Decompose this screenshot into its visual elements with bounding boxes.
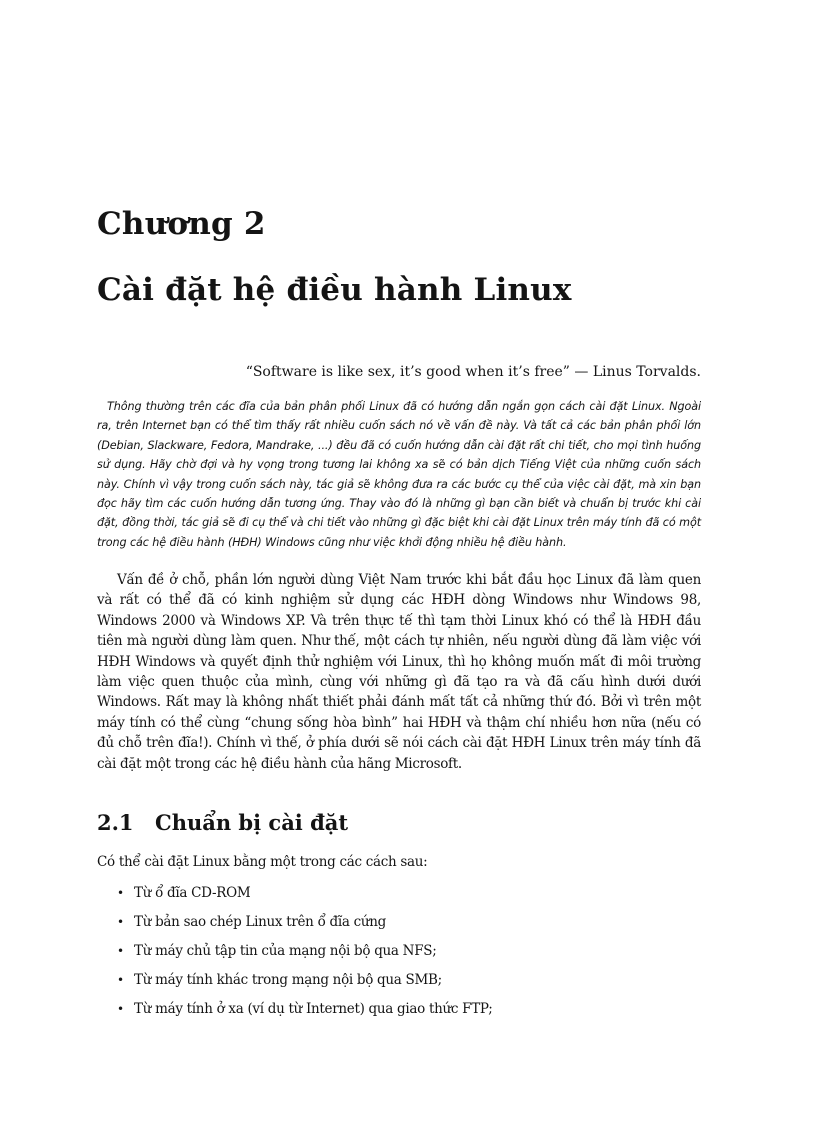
document-page: [97, 0, 701, 1123]
list-item-text: Từ ổ đĩa CD-ROM: [134, 885, 251, 901]
list-item-text: Từ máy chủ tập tin của mạng nội bộ qua NFS;: [134, 943, 437, 959]
body-paragraph: Vấn đề ở chỗ, phần lớn người dùng Việt Nam trước khi bắt đầu học Linux đã làm quen và rất có thể đã có kinh nghiệm sử dụng các HĐH dòng Windows như Windows 98, Windows 2000 và Windows XP. Và trên thực tế thì tạm thời Linux khó có thể là HĐH đầu tiên mà người dùng làm quen. Như thế, một cách tự nhiên, nếu người dùng đã làm việc với HĐH Windows và quyết định thử nghiệm với Linux, thì họ không muốn mất đi môi trường làm việc quen thuộc của mình, cùng với những gì đã tạo ra và đã cấu hình dưới dưới Windows. Rất may là không nhất thiết phải đánh mất tất cả những thứ đó. Bởi vì trên một máy tính có thể cùng “chung sống hòa bình” hai HĐH và thậm chí nhiều hơn nữa (nếu có đủ chỗ trên đĩa!). Chính vì thế, ở phía dưới sẽ nói cách cài đặt HĐH Linux trên máy tính đã cài đặt một trong các hệ điều hành của hãng Microsoft.: [97, 572, 701, 772]
list-item: [117, 941, 492, 970]
bullet-icon: •: [117, 915, 124, 929]
epigraph-quote: “Software is like sex, it’s good when it’s free” — Linus Torvalds.: [245, 364, 701, 380]
section-intro: Có thể cài đặt Linux bằng một trong các cách sau:: [97, 854, 428, 870]
section-heading: [97, 808, 348, 838]
bullet-icon: •: [117, 1002, 124, 1016]
list-item-text: Từ bản sao chép Linux trên ổ đĩa cứng: [134, 914, 387, 930]
list-item-text: Từ máy tính khác trong mạng nội bộ qua SMB;: [134, 972, 442, 988]
list-item: [117, 883, 492, 912]
list-item: [117, 970, 492, 999]
install-method-list: [117, 883, 492, 1028]
bullet-icon: •: [117, 944, 124, 958]
section-title: Chuẩn bị cài đặt: [155, 810, 349, 835]
list-item: [117, 999, 492, 1028]
bullet-icon: •: [117, 973, 124, 987]
chapter-abstract: Thông thường trên các đĩa của bản phân phối Linux đã có hướng dẫn ngắn gọn cách cài đặt Linux. Ngoài ra, trên Internet bạn có thể tìm thấy rất nhiều cuốn sách nó về vấn đề này. Và tất cả các bản phân phối lớn (Debian, Slackware, Fedora, Mandrake, ...) đều đã có cuốn hướng dẫn cài đặt rất chi tiết, cho mọi tình huống sử dụng. Hãy chờ đợi và hy vọng trong tương lai không xa sẽ có bản dịch Tiếng Việt của những cuốn sách này. Chính vì vậy trong cuốn sách này, tác giả sẽ không đưa ra các bước cụ thể của việc cài đặt, mà xin bạn đọc hãy tìm các cuốn hướng dẫn tương ứng. Thay vào đó là những gì bạn cần biết và chuẩn bị trước khi cài đặt, đồng thời, tác giả sẽ đi cụ thể và chi tiết vào những gì đặc biệt khi cài đặt Linux trên máy tính đã có một trong các hệ điều hành (HĐH) Windows cũng như việc khởi động nhiều hệ điều hành.: [97, 400, 701, 549]
bullet-icon: •: [117, 886, 124, 900]
list-item: [117, 912, 492, 941]
list-item-text: Từ máy tính ở xa (ví dụ từ Internet) qua giao thức FTP;: [134, 1001, 493, 1017]
chapter-label: Chương 2: [97, 206, 266, 242]
section-number: 2.1: [97, 810, 134, 835]
chapter-title: Cài đặt hệ điều hành Linux: [97, 272, 572, 308]
